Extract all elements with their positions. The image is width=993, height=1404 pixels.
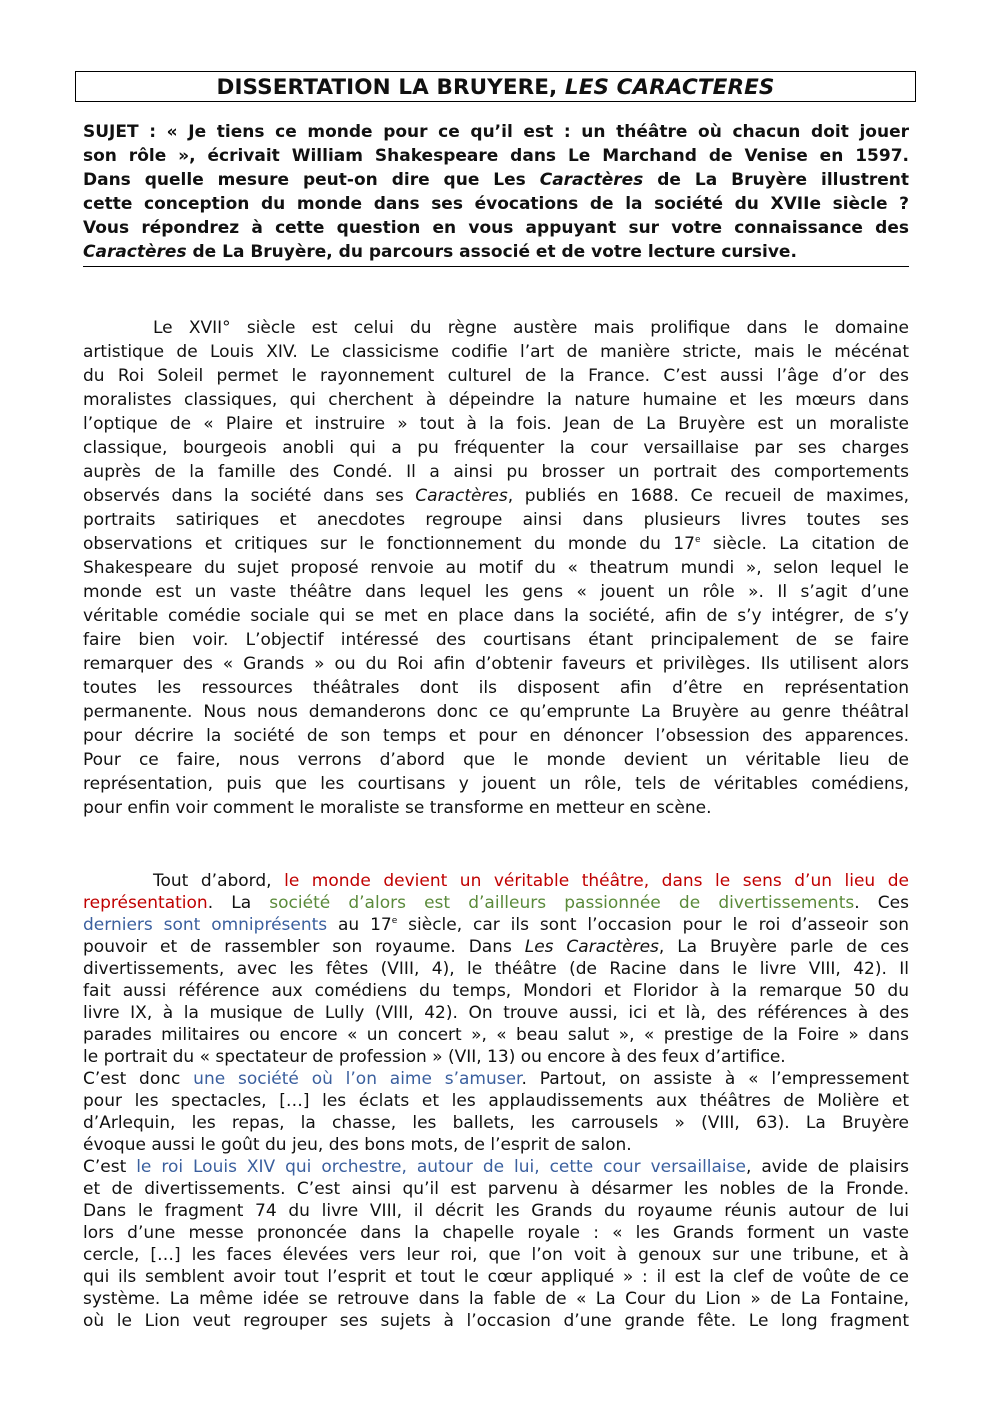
- body-line: [83, 1156, 909, 1178]
- body-text: , La Bruyère parle de ces: [658, 937, 909, 957]
- body-line: [83, 1068, 909, 1090]
- intro-line: véritable comédie sociale qui se met en place dans la société, afin de s’y intégrer, de s’y: [83, 606, 909, 626]
- body-text: au 17: [327, 915, 392, 935]
- body-line: évoque aussi le goût du jeu, des bons mots, de l’esprit de salon.: [83, 1135, 632, 1155]
- body-line: qui ils semblent avoir tout l’esprit et tout le cœur appliqué » : il est la clef de voûte de ce: [83, 1267, 909, 1287]
- highlight-red: représentation: [83, 893, 208, 913]
- body-line: où le Lion veut regrouper ses sujets à l’occasion d’une grande fête. Le long fragment: [83, 1311, 909, 1331]
- body-paragraph: [83, 870, 909, 1332]
- intro-text: , publiés en 1688. Ce recueil de maximes,: [507, 486, 909, 506]
- body-line: [83, 914, 909, 936]
- subject-italic: Caractères: [83, 242, 187, 262]
- intro-line: Shakespeare du sujet proposé renvoie au motif du « theatrum mundi », selon lequel le: [83, 558, 909, 578]
- intro-text: observés dans la société dans ses: [83, 486, 416, 506]
- body-line: fait aussi référence aux comédiens du temps, Mondori et Floridor à la remarque 50 du: [83, 981, 909, 1001]
- body-line: [83, 892, 909, 914]
- highlight-green: société d’alors est d’ailleurs passionnée de divertissements: [269, 893, 855, 913]
- subject-line: [83, 240, 909, 264]
- intro-line: artistique de Louis XIV. Le classicisme codifie l’art de manière stricte, mais le mécénat: [83, 342, 909, 362]
- body-line: d’Arlequin, les repas, la chasse, les ballets, les carrousels » (VIII, 63). La Bruyère: [83, 1113, 909, 1133]
- highlight-red: le monde devient un véritable théâtre, dans le sens d’un lieu de: [284, 871, 909, 891]
- intro-line: [83, 532, 909, 556]
- body-line: système. La même idée se retrouve dans la fable de « La Cour du Lion » de La Fontaine,: [83, 1289, 909, 1309]
- intro-line: Le XVII° siècle est celui du règne austère mais prolifique dans le domaine: [153, 318, 909, 338]
- subject-line: son rôle », écrivait William Shakespeare dans Le Marchand de Venise en 1597.: [83, 146, 909, 166]
- body-line: [83, 936, 909, 958]
- superscript: e: [694, 535, 701, 545]
- body-line: lors d’une messe prononcée dans la chapelle royale : « les Grands forment un vaste: [83, 1223, 909, 1243]
- subject-text: Dans quelle mesure peut-on dire que Les: [83, 170, 540, 190]
- intro-line: permanente. Nous nous demanderons donc ce qu’emprunte La Bruyère au genre théâtral: [83, 702, 909, 722]
- subject-italic: Caractères: [539, 170, 644, 190]
- intro-italic: Caractères: [415, 486, 508, 506]
- intro-line: du Roi Soleil permet le rayonnement culturel de la France. C’est aussi l’âge d’or des: [83, 366, 909, 386]
- intro-line: moralistes classiques, qui cherchent à dépeindre la nature humaine et les mœurs dans: [83, 390, 909, 410]
- intro-line: toutes les ressources théâtrales dont ils disposent afin d’être en représentation: [83, 678, 909, 698]
- body-line: livre IX, à la musique de Lully (VIII, 42). On trouve aussi, ici et là, des références à des: [83, 1003, 909, 1023]
- subject-line: [83, 168, 909, 192]
- subject-block: [83, 120, 909, 267]
- body-line: cercle, […] les faces élevées vers leur roi, que l’on voit à genoux sur une tribune, et à: [83, 1245, 909, 1265]
- intro-line: faire bien voir. L’objectif intéressé des courtisans étant principalement de se faire: [83, 630, 909, 650]
- intro-line: l’optique de « Plaire et instruire » tout à la fois. Jean de La Bruyère est un moraliste: [83, 414, 909, 434]
- intro-text: observations et critiques sur le fonctionnement du monde du 17: [83, 534, 695, 554]
- intro-text: siècle. La citation de: [700, 534, 909, 554]
- body-text: . La: [207, 893, 270, 913]
- intro-line: auprès de la famille des Condé. Il a ainsi pu brosser un portrait des comportements: [83, 462, 909, 482]
- body-line: le portrait du « spectateur de profession » (VII, 13) ou encore à des feux d’artifice.: [83, 1047, 786, 1067]
- intro-line: représentation, puis que les courtisans y jouent un rôle, tels de véritables comédiens,: [83, 774, 909, 794]
- highlight-blue: le roi Louis XIV qui orchestre, autour de lui, cette cour versaillaise: [136, 1157, 746, 1177]
- body-italic: Les Caractères: [524, 937, 659, 957]
- highlight-blue: une société où l’on aime s’amuser: [193, 1069, 522, 1089]
- body-text: Tout d’abord,: [153, 871, 285, 891]
- title-main: DISSERTATION LA BRUYERE,: [216, 75, 565, 100]
- introduction-paragraph: [83, 316, 909, 820]
- superscript: e: [391, 916, 398, 926]
- body-text: C’est donc: [83, 1069, 194, 1089]
- intro-line: monde est un vaste théâtre dans lequel les gens « jouent un rôle ». Il s’agit d’une: [83, 582, 909, 602]
- subject-line: SUJET : « Je tiens ce monde pour ce qu’il est : un théâtre où chacun doit jouer: [83, 122, 909, 142]
- subject-line: cette conception du monde dans ses évocations de la société du XVIIe siècle ?: [83, 194, 909, 214]
- body-text: . Ces: [854, 893, 909, 913]
- intro-line: classique, bourgeois anobli qui a pu fréquenter la cour versaillaise par ses charges: [83, 438, 909, 458]
- body-text: . Partout, on assiste à « l’empressement: [521, 1069, 909, 1089]
- intro-line: pour décrire la société de son temps et pour en dénoncer l’obsession des apparences.: [83, 726, 909, 746]
- body-line: pour les spectacles, […] les éclats et les applaudissements aux théâtres de Molière et: [83, 1091, 909, 1111]
- intro-line: portraits satiriques et anecdotes regroupe ainsi dans plusieurs livres toutes ses: [83, 510, 909, 530]
- subject-text: de La Bruyère, du parcours associé et de votre lecture cursive.: [186, 242, 797, 262]
- body-line: parades militaires ou encore « un concert », « beau salut », « prestige de la Foire » dans: [83, 1025, 909, 1045]
- document-title: [75, 71, 916, 102]
- body-text: , avide de plaisirs: [745, 1157, 909, 1177]
- body-line: divertissements, avec les fêtes (VIII, 4), le théâtre (de Racine dans le livre VIII, 42). Il: [83, 959, 909, 979]
- body-text: C’est: [83, 1157, 137, 1177]
- body-line: Dans le fragment 74 du livre VIII, il décrit les Grands du royaume réunis autour de lui: [83, 1201, 909, 1221]
- intro-line: [83, 484, 909, 508]
- body-line: et de divertissements. C’est ainsi qu’il est parvenu à désarmer les nobles de la Fronde.: [83, 1179, 909, 1199]
- body-line: [83, 870, 909, 892]
- intro-line: Pour ce faire, nous verrons d’abord que le monde devient un véritable lieu de: [83, 750, 909, 770]
- body-text: siècle, car ils sont l’occasion pour le roi d’asseoir son: [397, 915, 910, 935]
- intro-line: pour enfin voir comment le moraliste se transforme en metteur en scène.: [83, 798, 712, 818]
- title-italic: LES CARACTERES: [564, 75, 775, 100]
- highlight-blue: derniers sont omniprésents: [83, 915, 328, 935]
- body-text: pouvoir et de rassembler son royaume. Dans: [83, 937, 525, 957]
- intro-line: remarquer des « Grands » ou du Roi afin d’obtenir faveurs et privilèges. Ils utilisent alors: [83, 654, 909, 674]
- subject-text: de La Bruyère illustrent: [643, 170, 909, 190]
- subject-line: Vous répondrez à cette question en vous appuyant sur votre connaissance des: [83, 218, 909, 238]
